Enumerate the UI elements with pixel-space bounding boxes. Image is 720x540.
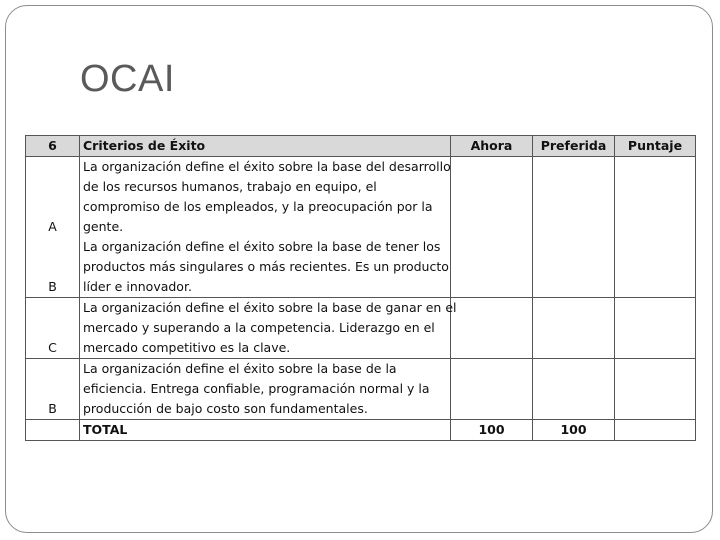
total-preferred: 100	[533, 420, 615, 441]
criteria-line: La organización define el éxito sobre la base del desarrollo	[83, 159, 451, 174]
criteria-line: La organización define el éxito sobre la base de tener los	[83, 239, 441, 254]
cell-score[interactable]	[615, 359, 696, 420]
table-row	[26, 157, 696, 298]
header-preferred: Preferida	[533, 136, 615, 157]
criteria-line: La organización define el éxito sobre la base de la	[83, 361, 397, 376]
total-now: 100	[451, 420, 533, 441]
cell-now[interactable]	[451, 157, 533, 298]
criteria-line: líder e innovador.	[83, 279, 192, 294]
cell-preferred[interactable]	[533, 157, 615, 298]
cell-score[interactable]	[615, 298, 696, 359]
criteria-line: productos más singulares o más recientes. Es un producto	[83, 259, 449, 274]
header-now: Ahora	[451, 136, 533, 157]
cell-now[interactable]	[451, 298, 533, 359]
header-id: 6	[26, 136, 80, 157]
total-row	[26, 420, 696, 441]
criteria-line: mercado competitivo es la clave.	[83, 340, 291, 355]
header-score: Puntaje	[615, 136, 696, 157]
cell-preferred[interactable]	[533, 298, 615, 359]
table-header-row	[26, 136, 696, 157]
row-id-b2: B	[26, 359, 80, 420]
table-row	[26, 298, 696, 359]
cell-score[interactable]	[615, 157, 696, 298]
row-criteria-text	[80, 298, 457, 359]
total-id-cell	[26, 420, 80, 441]
cell-now[interactable]	[451, 359, 533, 420]
table-row	[26, 359, 696, 420]
row-id-cell	[26, 157, 80, 298]
criteria-line: eficiencia. Entrega confiable, programación normal y la	[83, 381, 430, 396]
criteria-line: producción de bajo costo son fundamentales.	[83, 401, 368, 416]
criteria-line: mercado y superando a la competencia. Liderazgo en el	[83, 320, 435, 335]
row-id-a: A	[48, 219, 57, 234]
row-criteria-text	[80, 359, 451, 420]
criteria-line: de los recursos humanos, trabajo en equipo, el	[83, 179, 377, 194]
row-id-b: B	[48, 279, 57, 294]
row-id-c: C	[26, 298, 80, 359]
criteria-line: La organización define el éxito sobre la base de ganar en el	[83, 300, 457, 315]
cell-preferred[interactable]	[533, 359, 615, 420]
total-label: TOTAL	[80, 420, 451, 441]
slide-title: OCAI	[80, 58, 175, 100]
total-score[interactable]	[615, 420, 696, 441]
criteria-line: compromiso de los empleados, y la preocupación por la	[83, 199, 433, 214]
row-criteria-text	[80, 157, 451, 298]
header-criteria: Criterios de Éxito	[80, 136, 451, 157]
criteria-line: gente.	[83, 219, 124, 234]
criteria-table	[25, 135, 696, 441]
